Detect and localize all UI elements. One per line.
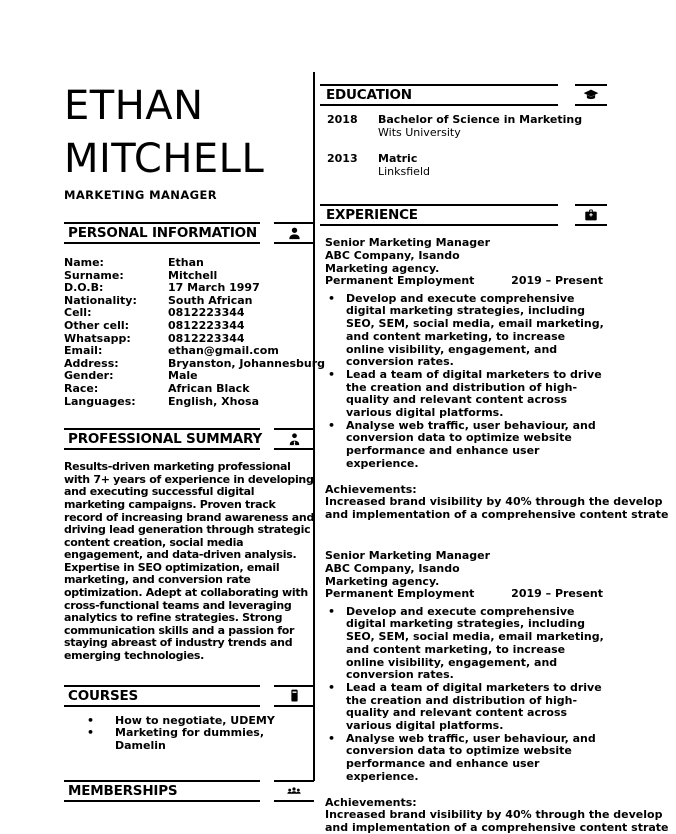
field-label: D.O.B: [64, 281, 104, 295]
field-value: 17 March 1997 [168, 281, 260, 295]
field-label: Surname: [64, 268, 124, 282]
field-label: Languages: [64, 394, 136, 408]
job-period: 2019 – Present [511, 587, 603, 601]
section-title: COURSES [64, 685, 260, 707]
field-label: Address: [64, 356, 119, 370]
education-qualification: Bachelor of Science in Marketing [378, 113, 583, 126]
field-row [64, 396, 314, 409]
list-item: • Lead a team of digital marketers to drive the creation and distribution of high-quality and relevant content across various digital platforms. [328, 369, 606, 420]
field-row [64, 257, 314, 270]
field-row [64, 320, 314, 333]
list-item: • Analyse web traffic, user behaviour, and conversion data to optimize website performance and enhance user experience. [328, 420, 606, 471]
experience-entry [320, 237, 676, 521]
field-value: Ethan [168, 256, 204, 269]
field-value: Mitchell [168, 268, 218, 282]
professional-summary-header [64, 428, 314, 450]
field-label: Gender: [64, 369, 114, 383]
job-role-subtitle: MARKETING MANAGER [64, 188, 217, 202]
section-title: EDUCATION [320, 84, 558, 106]
businessman-icon [274, 428, 314, 450]
job-duties-list [320, 606, 606, 784]
job-title: Senior Marketing Manager [325, 549, 491, 563]
professional-summary-text: Results-driven marketing professional with 7+ years of experience in developing and executing successful digital marketing campaigns. Proven track record of increasing brand awareness and driving lead generation through strategic content creation, social media engagement, and data-driven analysis. Expertise in SEO optimization, email marketing, and conversion rate optimization. Adept at collaborating with cross-functional teams and leveraging analytics to refine strategies. Strong communication skills and a passion for staying abreast of industry trends and emerging technologies. [64, 460, 315, 663]
job-duties-list [320, 293, 606, 471]
page-title [64, 80, 314, 186]
field-row [64, 345, 314, 358]
education-entry [320, 114, 676, 139]
achievements-text-line: Increased brand visibility by 40% through the develop [325, 808, 663, 822]
job-meta-row [325, 275, 603, 288]
job-period: 2019 – Present [511, 274, 603, 288]
achievements-block [325, 797, 676, 834]
field-value: Male [168, 369, 198, 383]
achievements-label: Achievements: [325, 482, 417, 496]
field-value: English, Xhosa [168, 394, 259, 408]
field-value: 0812223344 [168, 318, 245, 332]
field-label: Email: [64, 344, 103, 358]
field-label: Name: [64, 256, 104, 269]
list-item: • Analyse web traffic, user behaviour, and conversion data to optimize website performance and enhance user experience. [328, 733, 606, 784]
field-value-email: ethan@gmail.com [168, 344, 279, 358]
education-institution: Wits University [378, 125, 461, 139]
field-label: Other cell: [64, 318, 130, 332]
achievements-text-line: and implementation of a comprehensive content strate [325, 820, 669, 834]
courses-list [64, 715, 314, 753]
job-employment-type: Permanent Employment [325, 587, 475, 601]
job-company: ABC Company, Isando [325, 561, 460, 575]
achievements-text-line: Increased brand visibility by 40% through the develop [325, 495, 663, 509]
job-company-type: Marketing agency. [325, 574, 440, 588]
field-label: Whatsapp: [64, 331, 131, 345]
field-label: Race: [64, 381, 99, 395]
education-institution: Linksfield [378, 164, 430, 178]
briefcase-icon [575, 204, 607, 226]
book-icon [274, 685, 314, 707]
section-title: PROFESSIONAL SUMMARY [64, 428, 260, 450]
section-title: MEMBERSHIPS [64, 780, 260, 802]
field-value: 0812223344 [168, 331, 245, 345]
list-item: • Lead a team of digital marketers to drive the creation and distribution of high-quality and relevant content across various digital platforms. [328, 682, 606, 733]
education-entry [320, 153, 676, 178]
education-year: 2013 [327, 152, 358, 166]
field-label: Nationality: [64, 293, 137, 307]
person-icon [274, 222, 314, 244]
personal-information-header [64, 222, 314, 244]
experience-entry [320, 550, 676, 834]
list-item: • Marketing for dummies, Damelin [87, 727, 314, 752]
memberships-header [64, 780, 314, 802]
achievements-label: Achievements: [325, 795, 417, 809]
job-meta-row [325, 588, 603, 601]
name-line-1: ETHAN [64, 83, 204, 129]
field-row [64, 383, 314, 396]
achievements-block [325, 484, 676, 522]
field-value: South African [168, 293, 253, 307]
section-title: PERSONAL INFORMATION [64, 222, 260, 244]
education-header [320, 84, 607, 106]
job-title: Senior Marketing Manager [325, 236, 491, 250]
left-column [64, 80, 326, 802]
list-item: • Develop and execute comprehensive digital marketing strategies, including SEO, SEM, social media, email marketing, and content marketing, to increase online visibility, engagement, and conversion rates. [328, 293, 606, 369]
section-title: EXPERIENCE [320, 204, 558, 226]
education-year: 2018 [327, 113, 358, 126]
experience-header [320, 204, 607, 226]
list-item: • How to negotiate, UDEMY [87, 715, 314, 728]
right-column [320, 84, 676, 834]
education-entries [320, 114, 676, 178]
field-label: Cell: [64, 306, 92, 320]
field-value: 0812223344 [168, 306, 245, 320]
field-value: Bryanston, Johannesburg [168, 356, 326, 370]
graduation-cap-icon [575, 84, 607, 106]
personal-information-fields [64, 256, 326, 408]
job-employment-type: Permanent Employment [325, 274, 475, 288]
education-qualification: Matric [378, 152, 418, 166]
job-company-type: Marketing agency. [325, 261, 440, 275]
list-item: • Develop and execute comprehensive digital marketing strategies, including SEO, SEM, social media, email marketing, and content marketing, to increase online visibility, engagement, and conversion rates. [328, 606, 606, 682]
people-group-icon [274, 780, 314, 802]
name-line-2: MITCHELL [64, 136, 265, 182]
job-company: ABC Company, Isando [325, 248, 460, 262]
courses-header [64, 685, 314, 707]
field-row [64, 282, 314, 295]
achievements-text-line: and implementation of a comprehensive content strate [325, 507, 669, 521]
field-value: African Black [168, 381, 250, 395]
